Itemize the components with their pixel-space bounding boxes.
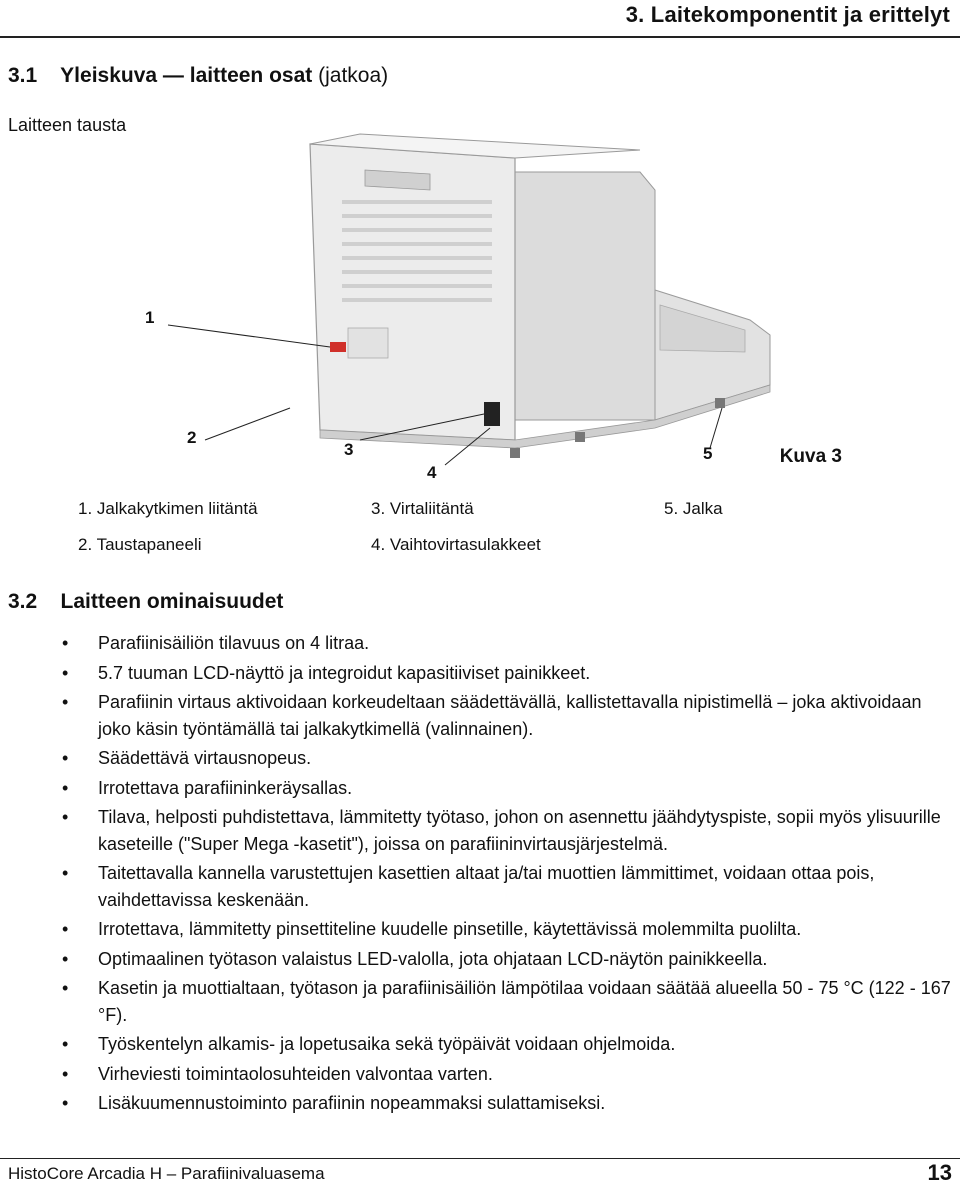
section-3-2-title bbox=[8, 590, 283, 614]
legend-item-3: 3. Virtaliitäntä bbox=[371, 499, 474, 518]
feature-item: • Työskentelyn alkamis- ja lopetusaika sekä työpäivät voidaan ohjelmoida. bbox=[62, 1031, 954, 1058]
feature-item: • Kasetin ja muottialtaan, työtason ja parafiinisäiliön lämpötilaa voidaan säätää alueella 50 - 75 °C (122 - 167 °F). bbox=[62, 975, 954, 1028]
callout-2: 2 bbox=[187, 428, 197, 447]
page-number: 13 bbox=[927, 1160, 952, 1185]
feature-list bbox=[62, 630, 954, 1120]
power-socket bbox=[484, 402, 500, 426]
section-3-1-title-light: (jatkoa) bbox=[318, 64, 389, 87]
feature-item: • Parafiinisäiliön tilavuus on 4 litraa. bbox=[62, 630, 954, 657]
foot bbox=[575, 432, 585, 442]
foot bbox=[510, 448, 520, 458]
footswitch-connector bbox=[330, 342, 346, 352]
callout-4: 4 bbox=[427, 463, 437, 482]
chapter-header: 3. Laitekomponentit ja erittelyt bbox=[625, 2, 950, 27]
section-3-2-heading: Laitteen ominaisuudet bbox=[60, 590, 284, 613]
header-divider bbox=[0, 36, 960, 38]
feature-item: • Tilava, helposti puhdistettava, lämmitetty työtaso, johon on asennettu jäähdytyspiste, sopii myös ylisuurille kaseteille ("Super Mega -kasetit"), joissa on parafiininvirtausjärjestelmä. bbox=[62, 804, 954, 857]
footer-divider bbox=[0, 1158, 960, 1159]
feature-item: • Lisäkuumennustoiminto parafiinin nopeammaksi sulattamiseksi. bbox=[62, 1090, 954, 1117]
legend-item-5: 5. Jalka bbox=[664, 499, 723, 518]
footer-product-name: HistoCore Arcadia H – Parafiinivaluasema bbox=[8, 1164, 325, 1183]
section-3-1-number: 3.1 bbox=[8, 64, 38, 87]
feature-item: • Irrotettava, lämmitetty pinsettiteline kuudelle pinsetille, käytettävissä molemmilta puolilta. bbox=[62, 916, 954, 943]
feature-item: • Virheviesti toimintaolosuhteiden valvontaa varten. bbox=[62, 1061, 954, 1088]
callout-5: 5 bbox=[703, 444, 713, 463]
feature-item: • Säädettävä virtausnopeus. bbox=[62, 745, 954, 772]
section-3-2-number: 3.2 bbox=[8, 590, 38, 613]
figure-subtitle: Laitteen tausta bbox=[8, 115, 127, 135]
feature-item: • Parafiinin virtaus aktivoidaan korkeudeltaan säädettävällä, kallistettavalla nipistimellä – joka aktivoidaan joko käsin työntämällä tai jalkakytkimellä (valinnainen). bbox=[62, 689, 954, 742]
foot bbox=[715, 398, 725, 408]
legend-item-2: 2. Taustapaneeli bbox=[78, 535, 202, 554]
feature-item: • 5.7 tuuman LCD-näyttö ja integroidut kapasitiiviset painikkeet. bbox=[62, 660, 954, 687]
section-3-1-title-bold: Yleiskuva — laitteen osat bbox=[60, 64, 313, 87]
section-3-1-title bbox=[8, 64, 388, 88]
feature-item: • Taitettavalla kannella varustettujen kasettien altaat ja/tai muottien lämmittimet, voidaan ottaa pois, vaihdettavissa keskenään. bbox=[62, 860, 954, 913]
legend-item-1: 1. Jalkakytkimen liitäntä bbox=[78, 499, 258, 518]
figure-label: Kuva 3 bbox=[779, 446, 842, 467]
callout-3: 3 bbox=[344, 440, 354, 459]
feature-item: • Irrotettava parafiininkeräysallas. bbox=[62, 775, 954, 802]
device-rear-illustration bbox=[130, 130, 790, 470]
feature-item: • Optimaalinen työtason valaistus LED-valolla, jota ohjataan LCD-näytön painikkeella. bbox=[62, 946, 954, 973]
callout-1: 1 bbox=[145, 308, 155, 327]
legend-item-4: 4. Vaihtovirtasulakkeet bbox=[371, 535, 541, 554]
